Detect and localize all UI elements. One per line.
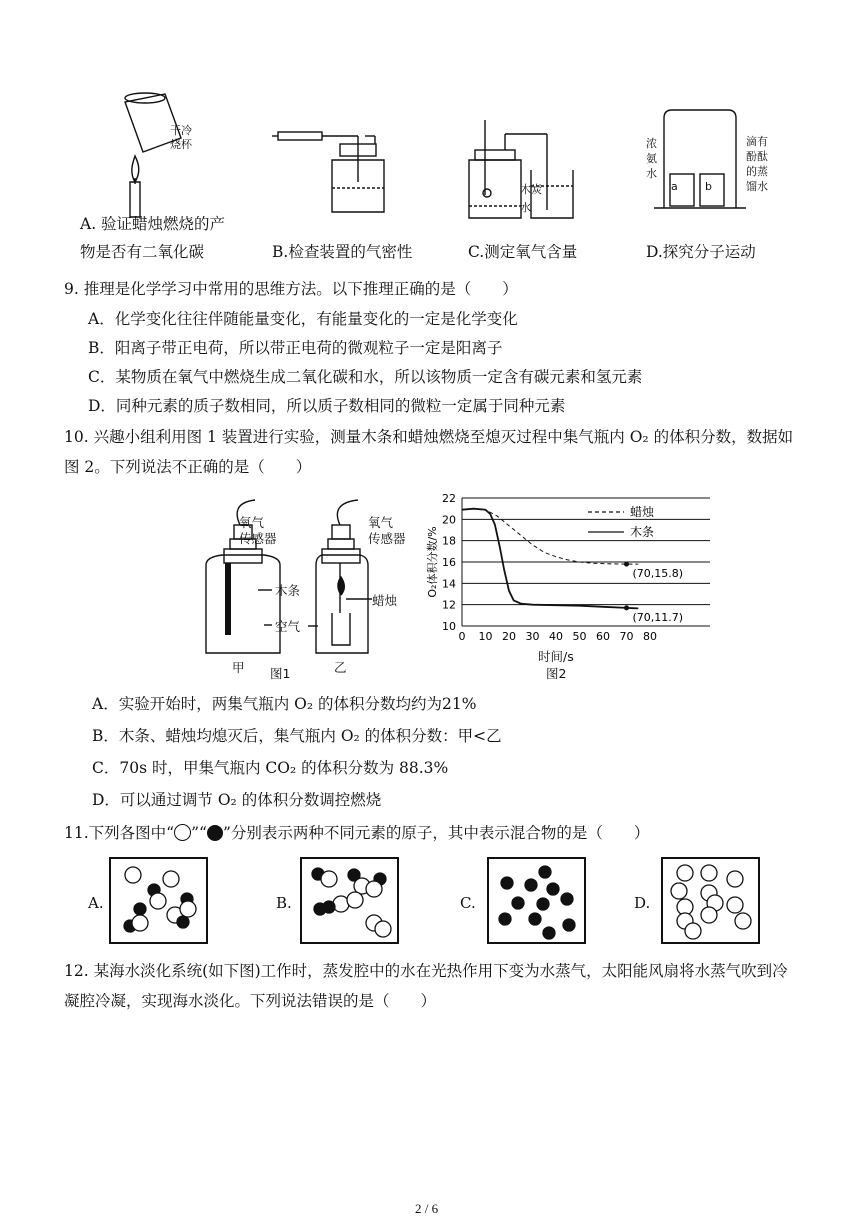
legend-label: 蜡烛 (630, 505, 655, 519)
black-atom (543, 927, 555, 939)
legend-label: 木条 (630, 525, 655, 539)
fig1-caption: 图1 (270, 666, 291, 681)
sensor-label-jia: 氧气 传感器 (239, 515, 277, 546)
y-tick-label: 10 (442, 620, 456, 633)
white-atom (671, 883, 687, 899)
chart-ylabel: O₂体积分数/% (426, 526, 439, 598)
black-atom-icon (207, 825, 223, 841)
wood-label: 木条 (275, 583, 301, 598)
q10-stem: 10. 兴趣小组利用图 1 装置进行实验，测量木条和蜡烛燃烧至熄灭过程中集气瓶内 O₂ 的体积分数，数据如 (64, 428, 794, 446)
annot-water: 水 (520, 201, 531, 214)
white-atom-icon (174, 824, 191, 841)
beaker-b-label: b (705, 180, 712, 193)
diagram-a-label-2: 物是否有二氧化碳 (80, 243, 205, 261)
page-number: 2 / 6 (415, 1201, 439, 1216)
black-atom (525, 879, 537, 891)
black-atom (134, 903, 146, 915)
black-atom (547, 883, 559, 895)
series-line-wood (462, 509, 638, 609)
white-atom (125, 867, 141, 883)
chart-caption: 图2 (546, 666, 567, 681)
black-atom (539, 866, 551, 878)
x-tick-label: 70 (619, 630, 634, 643)
diagram-d-label: D.探究分子运动 (646, 243, 756, 261)
black-atom (323, 901, 335, 913)
black-atom (537, 898, 549, 910)
white-atom (375, 921, 391, 937)
q9-option-b: B．阳离子带正电荷，所以带正电荷的微观粒子一定是阳离子 (88, 339, 503, 357)
q11-stem: 11.下列各图中“ ”“ ”分别表示两种不同元素的原子，其中表示混合物的是（ ） (64, 824, 650, 842)
white-atom (701, 865, 717, 881)
diagram-b-syringe-bottle (270, 122, 390, 222)
annot-cold-beaker: 干冷 烧杯 (170, 124, 192, 151)
q9-option-a: A．化学变化往往伴随能量变化，有能量变化的一定是化学变化 (88, 310, 518, 328)
x-tick-label: 60 (596, 630, 610, 643)
q9-stem: 9. 推理是化学学习中常用的思维方法。以下推理正确的是（ ） (64, 280, 518, 298)
x-tick-label: 30 (525, 630, 540, 643)
annotation-point (624, 562, 629, 567)
diagram-a-label: A. 验证蜡烛燃烧的产 (80, 215, 226, 233)
white-atom (735, 913, 751, 929)
q10-option-a: A．实验开始时，两集气瓶内 O₂ 的体积分数均约为21% (92, 695, 477, 713)
y-tick-label: 12 (442, 598, 456, 612)
white-atom (366, 881, 382, 897)
white-atom (163, 871, 179, 887)
sensor-label-yi: 氧气 传感器 (368, 515, 406, 546)
white-atom (150, 893, 166, 909)
black-atom (529, 913, 541, 925)
white-atom (727, 897, 743, 913)
q12-stem: 12. 某海水淡化系统(如下图)工作时，蒸发腔中的水在光热作用下变为水蒸气，太阳能风扇将水蒸气吹到冷 (64, 962, 788, 980)
q10-option-d: D．可以通过调节 O₂ 的体积分数调控燃烧 (92, 791, 382, 809)
diagram-d-molecular-motion (640, 100, 760, 215)
q11-option-c: C. (460, 894, 476, 912)
black-atom (501, 877, 513, 889)
x-tick-label: 20 (502, 630, 516, 643)
beaker-a-label: a (671, 180, 678, 193)
air-label: 空气 (275, 619, 301, 634)
q10-stem-2: 图 2。下列说法不正确的是（ ） (64, 458, 312, 476)
white-atom (321, 871, 337, 887)
diagram-a-candle-beaker (95, 92, 215, 222)
white-atom (727, 871, 743, 887)
annotation-label: (70,11.7) (632, 610, 684, 624)
annot-phenolphthalein: 滴有 酚酞 的蒸 馏水 (746, 135, 768, 193)
diagram-b-label: B.检查装置的气密性 (272, 243, 413, 261)
q12-stem-2: 凝腔冷凝，实现海水淡化。下列说法错误的是（ ） (64, 992, 437, 1010)
white-atom (180, 901, 196, 917)
white-atom (685, 923, 701, 939)
y-tick-label: 20 (442, 513, 456, 527)
y-tick-label: 22 (442, 492, 456, 505)
x-tick-label: 40 (549, 630, 563, 643)
black-atom (563, 919, 575, 931)
black-atom (512, 897, 524, 909)
q9-option-d: D．同种元素的质子数相同，所以质子数相同的微粒一定属于同种元素 (88, 397, 566, 415)
q11-box-c (487, 857, 586, 944)
candle-label: 蜡烛 (372, 593, 398, 608)
black-atom (177, 916, 189, 928)
x-tick-label: 10 (478, 630, 493, 643)
annotation-label: (70,15.8) (632, 567, 684, 581)
q11-box-d (661, 857, 760, 944)
black-atom (499, 913, 511, 925)
x-tick-label: 50 (572, 630, 587, 643)
q11-option-d: D. (634, 894, 651, 912)
white-atom (347, 892, 363, 908)
q10-option-b: B．木条、蜡烛均熄灭后，集气瓶内 O₂ 的体积分数：甲<乙 (92, 727, 502, 745)
y-tick-label: 14 (442, 577, 456, 591)
q10-figure2-chart (420, 488, 710, 673)
annot-ammonia: 浓 氨 水 (646, 137, 657, 180)
series-line-candle (462, 509, 638, 564)
q11-box-a (109, 857, 208, 944)
q9-option-c: C．某物质在氧气中燃烧生成二氧化碳和水，所以该物质一定含有碳元素和氢元素 (88, 368, 643, 386)
diagram-c-label: C.测定氧气含量 (468, 243, 578, 261)
q10-option-c: C．70s 时，甲集气瓶内 CO₂ 的体积分数为 88.3% (92, 759, 449, 777)
q11-box-b (300, 857, 399, 944)
q11-option-a: A. (88, 894, 104, 912)
black-atom (561, 893, 573, 905)
white-atom (132, 915, 148, 931)
annotation-point (624, 605, 629, 610)
x-tick-label: 0 (458, 630, 466, 643)
y-tick-label: 16 (442, 556, 456, 569)
chart-xlabel: 时间/s (538, 649, 574, 664)
q11-option-b: B. (276, 894, 292, 912)
jia-label: 甲 (232, 660, 245, 675)
y-tick-label: 18 (442, 534, 456, 548)
white-atom (701, 907, 717, 923)
yi-label: 乙 (334, 660, 347, 675)
white-atom (677, 865, 693, 881)
x-tick-label: 80 (643, 630, 657, 643)
annot-charcoal: 木炭 (520, 183, 542, 196)
